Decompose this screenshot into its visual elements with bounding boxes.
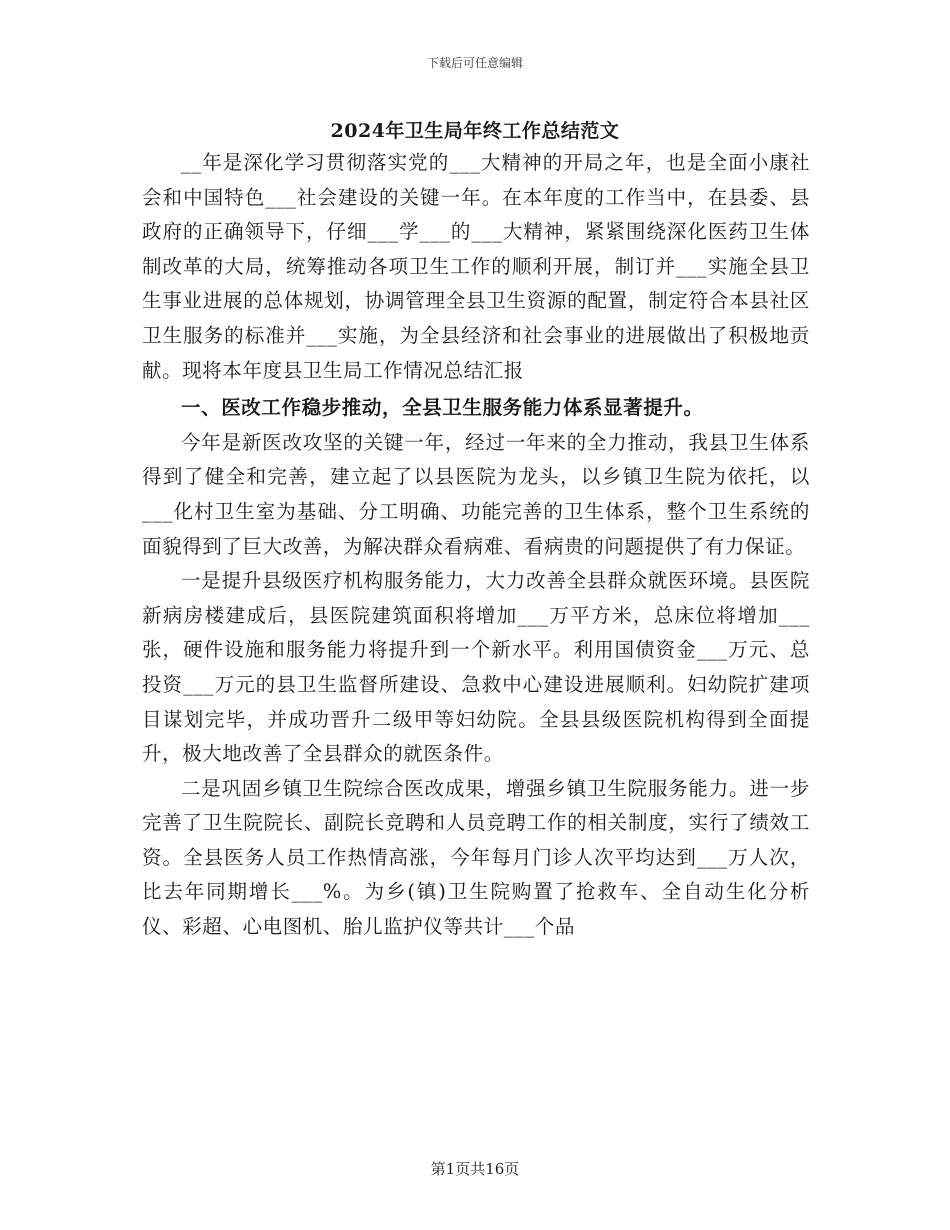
page-number: 第1页共16页 — [430, 1160, 520, 1178]
body-paragraph: 今年是新医改攻坚的关键一年，经过一年来的全力推动，我县卫生体系得到了健全和完善，建立起了以县医院为龙头，以乡镇卫生院为依托，以___化村卫生室为基础、分工明确、功能完善的卫生体系，整个卫生系统的面貌得到了巨大改善，为解决群众看病难、看病贵的问题提供了有力保证。 — [142, 430, 810, 558]
intro-paragraph: __年是深化学习贯彻落实党的___大精神的开局之年，也是全面小康社会和中国特色___社会建设的关键一年。在本年度的工作当中，在县委、县政府的正确领导下，仔细___学___的___大精神，紧紧围绕深化医药卫生体制改革的大局，统筹推动各项卫生工作的顺利开展，制订并___实施全县卫生事业进展的总体规划，协调管理全县卫生资源的配置，制定符合本县社区卫生服务的标准并___实施，为全县经济和社会事业的进展做出了积极地贡献。现将本年度县卫生局工作情况总结汇报 — [142, 151, 810, 382]
body-paragraph: 一是提升县级医疗机构服务能力，大力改善全县群众就医环境。县医院新病房楼建成后，县医院建筑面积将增加___万平方米，总床位将增加___张，硬件设施和服务能力将提升到一个新水平。利用国债资金___万元、总投资___万元的县卫生监督所建设、急救中心建设进展顺利。妇幼院扩建项目谋划完毕，并成功晋升二级甲等妇幼院。全县县级医院机构得到全面提升，极大地改善了全县群众的就医条件。 — [142, 569, 810, 766]
body-paragraph: 二是巩固乡镇卫生院综合医改成果，增强乡镇卫生院服务能力。进一步完善了卫生院院长、副院长竞聘和人员竞聘工作的相关制度，实行了绩效工资。全县医务人员工作热情高涨，今年每月门诊人次平均达到___万人次，比去年同期增长___%。为乡(镇)卫生院购置了抢救车、全自动生化分析仪、彩超、心电图机、胎儿监护仪等共计___个品 — [142, 776, 810, 939]
section-heading: 一、医改工作稳步推动，全县卫生服务能力体系显著提升。 — [181, 396, 704, 420]
header-note: 下载后可任意编辑 — [426, 56, 523, 70]
document-title: 2024年卫生局年终工作总结范文 — [330, 120, 620, 142]
document-body — [142, 146, 810, 945]
